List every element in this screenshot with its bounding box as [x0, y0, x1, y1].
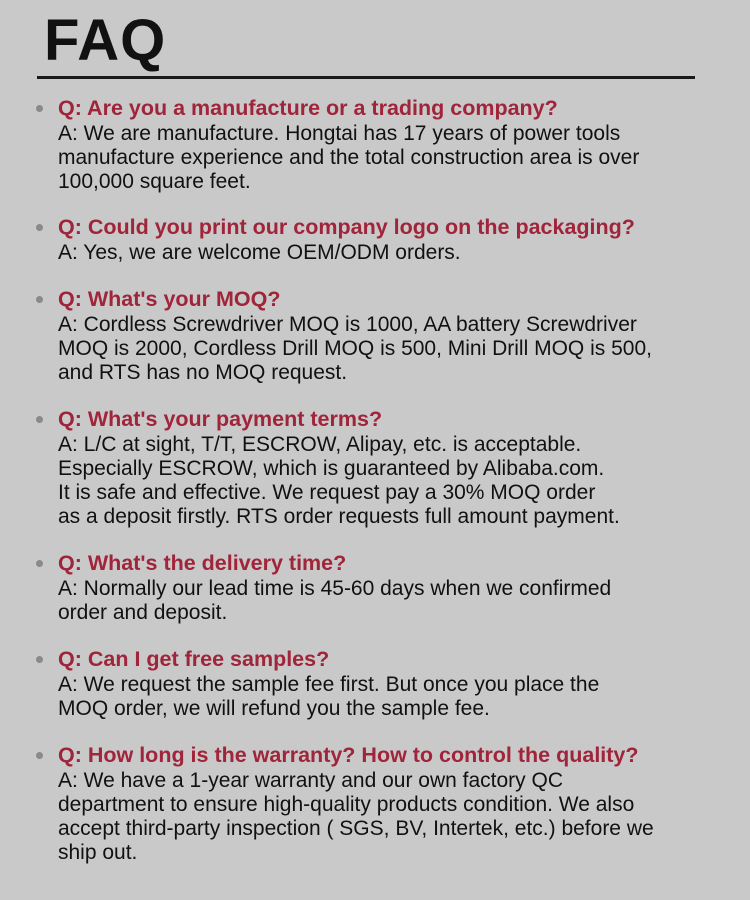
faq-answer: A: Normally our lead time is 45-60 days when we confirmed order and deposit.: [58, 577, 612, 624]
faq-answer: A: L/C at sight, T/T, ESCROW, Alipay, etc. is acceptable. Especially ESCROW, which is guaranteed by Alibaba.com. It is safe and effective. We request pay a 30% MOQ order as a deposit firstly. RTS order requests full amount payment.: [58, 433, 620, 528]
faq-question: Q: What's your payment terms?: [58, 407, 383, 431]
page-title: FAQ: [44, 8, 167, 73]
faq-question: Q: Could you print our company logo on the packaging?: [58, 215, 635, 239]
faq-answer: A: We have a 1-year warranty and our own factory QC department to ensure high-quality products condition. We also accept third-party inspection ( SGS, BV, Intertek, etc.) before we ship out.: [58, 769, 654, 864]
title-divider: [37, 76, 695, 79]
faq-answer: A: Cordless Screwdriver MOQ is 1000, AA battery Screwdriver MOQ is 2000, Cordless Drill MOQ is 500, Mini Drill MOQ is 500, and RTS has no MOQ request.: [58, 313, 652, 384]
bullet-icon: [36, 296, 43, 303]
bullet-icon: [36, 416, 43, 423]
faq-question: Q: What's your MOQ?: [58, 287, 281, 311]
bullet-icon: [36, 560, 43, 567]
faq-question: Q: Can I get free samples?: [58, 647, 330, 671]
faq-question: Q: What's the delivery time?: [58, 551, 347, 575]
bullet-icon: [36, 224, 43, 231]
bullet-icon: [36, 656, 43, 663]
bullet-icon: [36, 752, 43, 759]
bullet-icon: [36, 105, 43, 112]
faq-answer: A: We request the sample fee first. But once you place the MOQ order, we will refund you the sample fee.: [58, 673, 600, 720]
faq-answer: A: Yes, we are welcome OEM/ODM orders.: [58, 241, 461, 264]
faq-question: Q: Are you a manufacture or a trading company?: [58, 96, 558, 120]
faq-question: Q: How long is the warranty? How to control the quality?: [58, 743, 639, 767]
faq-answer: A: We are manufacture. Hongtai has 17 years of power tools manufacture experience and the total construction area is over 100,000 square feet.: [58, 122, 640, 193]
